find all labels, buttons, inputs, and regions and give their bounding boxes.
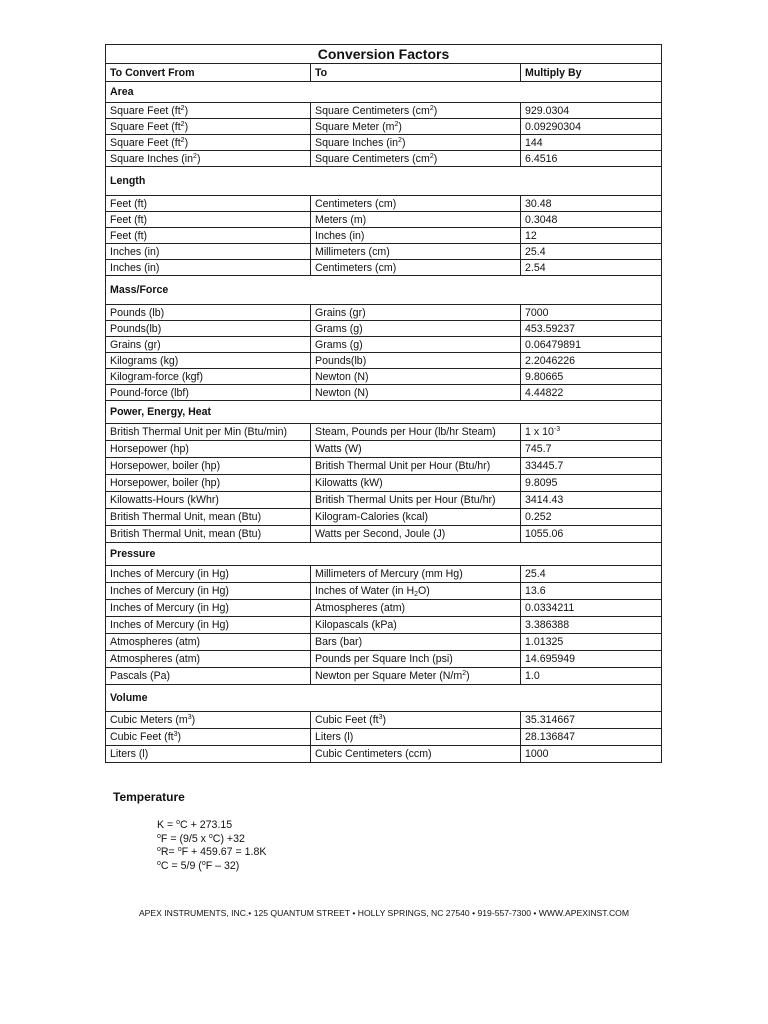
multiply-cell: 0.06479891 (521, 337, 662, 353)
section-title: Power, Energy, Heat (106, 401, 662, 424)
multiply-cell: 33445.7 (521, 458, 662, 475)
multiply-cell: 4.44822 (521, 385, 662, 401)
from-cell: British Thermal Unit per Min (Btu/min) (106, 424, 311, 441)
from-cell: Kilogram-force (kgf) (106, 369, 311, 385)
table-row (106, 228, 662, 244)
from-cell: Inches of Mercury (in Hg) (106, 566, 311, 583)
table-body (106, 45, 662, 763)
multiply-cell: 144 (521, 135, 662, 151)
table-row (106, 583, 662, 600)
from-cell: Inches (in) (106, 260, 311, 276)
from-cell: Atmospheres (atm) (106, 634, 311, 651)
temperature-formula: $^o$F = (9/5 x $^o$C) +32 (157, 832, 245, 845)
to-cell: Millimeters of Mercury (mm Hg) (311, 566, 521, 583)
multiply-cell: 1.0 (521, 668, 662, 685)
to-cell: Square Inches $(in^2)$ (311, 135, 521, 151)
multiply-cell: 14.695949 (521, 651, 662, 668)
from-cell: Kilowatts-Hours (kWhr) (106, 492, 311, 509)
table-row (106, 492, 662, 509)
section-row (106, 82, 662, 103)
table-row (106, 651, 662, 668)
table-row (106, 712, 662, 729)
to-cell: Kilopascals (kPa) (311, 617, 521, 634)
temperature-formula: K = $^o$C + 273.15 (157, 819, 233, 831)
from-cell: Pounds (lb) (106, 305, 311, 321)
from-cell: Square Feet $(ft^2)$ (106, 119, 311, 135)
from-cell: Grains (gr) (106, 337, 311, 353)
to-cell: Bars (bar) (311, 634, 521, 651)
table-row (106, 103, 662, 119)
header-row (106, 64, 662, 82)
to-cell: Centimeters (cm) (311, 260, 521, 276)
multiply-cell: 0.3048 (521, 212, 662, 228)
temperature-formula: $^o$C = 5/9 ($^o$F – 32) (157, 859, 240, 872)
section-title: Volume (106, 685, 662, 712)
header-to: To (311, 64, 521, 82)
temperature-formula: $^o$R= $^o$F + 459.67 = 1.8K (157, 846, 267, 858)
to-cell: Steam, Pounds per Hour (lb/hr Steam) (311, 424, 521, 441)
from-cell: Cubic Meters $(m^3)$ (106, 712, 311, 729)
section-title: Area (106, 82, 662, 103)
table-row (106, 475, 662, 492)
from-cell: Feet (ft) (106, 196, 311, 212)
table-title: Conversion Factors (106, 45, 662, 64)
table-row (106, 305, 662, 321)
to-cell: Square Centimeters $(cm^2)$ (311, 103, 521, 119)
table-row (106, 617, 662, 634)
from-cell: Pounds(lb) (106, 321, 311, 337)
to-cell: Square Centimeters $(cm^2)$ (311, 151, 521, 167)
to-cell: Liters (l) (311, 729, 521, 746)
to-cell: Pounds per Square Inch (psi) (311, 651, 521, 668)
table-row (106, 369, 662, 385)
multiply-cell: 2.2046226 (521, 353, 662, 369)
section-row (106, 276, 662, 305)
title-row (106, 45, 662, 64)
footer-address: APEX INSTRUMENTS, INC.• 125 QUANTUM STREET • HOLLY SPRINGS, NC 27540 • 919-557-7300 • WWW.APEXINST.COM (138, 908, 630, 918)
from-cell: Square Inches $(in^2)$ (106, 151, 311, 167)
from-cell: British Thermal Unit, mean (Btu) (106, 509, 311, 526)
table-row (106, 119, 662, 135)
to-cell: Newton (N) (311, 385, 521, 401)
multiply-cell: 2.54 (521, 260, 662, 276)
table-row (106, 526, 662, 543)
to-cell: Cubic Feet $(ft^3)$ (311, 712, 521, 729)
multiply-cell: 6.4516 (521, 151, 662, 167)
table-row (106, 353, 662, 369)
to-cell: Millimeters (cm) (311, 244, 521, 260)
table-row (106, 634, 662, 651)
table-row (106, 566, 662, 583)
table-row (106, 424, 662, 441)
from-cell: Kilograms (kg) (106, 353, 311, 369)
to-cell: Square Meter $(m^2)$ (311, 119, 521, 135)
to-cell: Grams (g) (311, 321, 521, 337)
multiply-cell: 3414.43 (521, 492, 662, 509)
to-cell: Cubic Centimeters (ccm) (311, 746, 521, 763)
table-row (106, 746, 662, 763)
table-row (106, 135, 662, 151)
table-row (106, 600, 662, 617)
from-cell: Horsepower, boiler (hp) (106, 475, 311, 492)
table-row (106, 509, 662, 526)
table-row (106, 668, 662, 685)
multiply-cell: 745.7 (521, 441, 662, 458)
table-row (106, 196, 662, 212)
from-cell: Inches of Mercury (in Hg) (106, 600, 311, 617)
temperature-formulas (157, 819, 266, 873)
header-multiply-by: Multiply By (521, 64, 662, 82)
table-row (106, 729, 662, 746)
section-title: Mass/Force (106, 276, 662, 305)
multiply-cell: 1.01325 (521, 634, 662, 651)
to-cell: Newton per Square Meter $(N/m^2)$ (311, 668, 521, 685)
to-cell: British Thermal Units per Hour (Btu/hr) (311, 492, 521, 509)
from-cell: British Thermal Unit, mean (Btu) (106, 526, 311, 543)
header-from: To Convert From (106, 64, 311, 82)
multiply-cell: 453.59237 (521, 321, 662, 337)
multiply-cell: 0.252 (521, 509, 662, 526)
from-cell: Inches of Mercury (in Hg) (106, 583, 311, 600)
multiply-cell: 1 x $10^{-3}$ (521, 424, 662, 441)
table-row (106, 458, 662, 475)
multiply-cell: 28.136847 (521, 729, 662, 746)
from-cell: Atmospheres (atm) (106, 651, 311, 668)
from-cell: Square Feet $(ft^2)$ (106, 103, 311, 119)
section-row (106, 685, 662, 712)
to-cell: Kilogram-Calories (kcal) (311, 509, 521, 526)
from-cell: Feet (ft) (106, 212, 311, 228)
multiply-cell: 13.6 (521, 583, 662, 600)
to-cell: Watts (W) (311, 441, 521, 458)
multiply-cell: 1055.06 (521, 526, 662, 543)
table-row (106, 337, 662, 353)
to-cell: Centimeters (cm) (311, 196, 521, 212)
to-cell: Watts per Second, Joule (J) (311, 526, 521, 543)
section-row (106, 543, 662, 566)
multiply-cell: 9.80665 (521, 369, 662, 385)
multiply-cell: 25.4 (521, 244, 662, 260)
conversion-table (105, 44, 662, 763)
to-cell: Kilowatts (kW) (311, 475, 521, 492)
multiply-cell: 0.0334211 (521, 600, 662, 617)
to-cell: Inches of Water (in $H_2O$) (311, 583, 521, 600)
multiply-cell: 30.48 (521, 196, 662, 212)
from-cell: Horsepower (hp) (106, 441, 311, 458)
table-row (106, 321, 662, 337)
to-cell: Atmospheres (atm) (311, 600, 521, 617)
table-row (106, 151, 662, 167)
multiply-cell: 1000 (521, 746, 662, 763)
to-cell: Meters (m) (311, 212, 521, 228)
section-row (106, 167, 662, 196)
multiply-cell: 0.09290304 (521, 119, 662, 135)
table-row (106, 244, 662, 260)
from-cell: Pascals (Pa) (106, 668, 311, 685)
multiply-cell: 9.8095 (521, 475, 662, 492)
from-cell: Horsepower, boiler (hp) (106, 458, 311, 475)
multiply-cell: 3.386388 (521, 617, 662, 634)
multiply-cell: 929.0304 (521, 103, 662, 119)
temperature-title: Temperature (113, 790, 185, 804)
to-cell: British Thermal Unit per Hour (Btu/hr) (311, 458, 521, 475)
multiply-cell: 12 (521, 228, 662, 244)
from-cell: Pound-force (lbf) (106, 385, 311, 401)
multiply-cell: 7000 (521, 305, 662, 321)
section-title: Length (106, 167, 662, 196)
from-cell: Feet (ft) (106, 228, 311, 244)
to-cell: Grains (gr) (311, 305, 521, 321)
table-row (106, 441, 662, 458)
to-cell: Grams (g) (311, 337, 521, 353)
multiply-cell: 25.4 (521, 566, 662, 583)
multiply-cell: 35.314667 (521, 712, 662, 729)
to-cell: Pounds(lb) (311, 353, 521, 369)
from-cell: Cubic Feet $(ft^3)$ (106, 729, 311, 746)
table-row (106, 385, 662, 401)
from-cell: Inches of Mercury (in Hg) (106, 617, 311, 634)
table-row (106, 212, 662, 228)
from-cell: Inches (in) (106, 244, 311, 260)
to-cell: Newton (N) (311, 369, 521, 385)
from-cell: Square Feet $(ft^2)$ (106, 135, 311, 151)
section-title: Pressure (106, 543, 662, 566)
table-row (106, 260, 662, 276)
to-cell: Inches (in) (311, 228, 521, 244)
from-cell: Liters (l) (106, 746, 311, 763)
section-row (106, 401, 662, 424)
